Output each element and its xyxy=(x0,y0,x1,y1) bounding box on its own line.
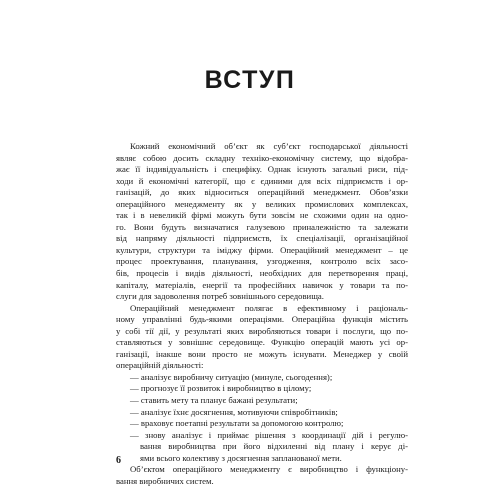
text-line: го. Вони будуть визначатися галузевою приналежністю та залежати xyxy=(116,221,408,232)
text-line: операційній діяльності: xyxy=(116,360,204,371)
text-line: у собі тії дії, у результаті яких виробляються товари і послуги, що по- xyxy=(116,325,408,336)
text-line: — прогнозує її розвиток і виробництво в цілому; xyxy=(130,383,312,394)
text-line: вання виробництва при його відхиленні від плану і керує ді- xyxy=(140,441,408,452)
text-line: культури, структури та іміджу фірми. Операційний менеджмент – це xyxy=(116,244,408,255)
text-line: капіталу, матеріалів, енергії та професійних навичок у товари та по- xyxy=(116,279,408,290)
text-line: Операційний менеджмент полягає в ефективному і раціональ- xyxy=(130,302,408,313)
text-line: — знову аналізує і приймає рішення з координації дій і регулю- xyxy=(130,429,408,440)
page-title: ВСТУП xyxy=(204,66,296,94)
text-line: Кожний економічний об’єкт як суб’єкт господарської діяльності xyxy=(130,141,408,151)
text-line: ганізації, інакше вони просто не можуть існувати. Менеджер у своїй xyxy=(116,348,408,359)
text-line: — аналізує виробничу ситуацію (минуле, сьогодення); xyxy=(130,371,333,382)
text-line: так і в невеликій фірмі можуть бути зовсім не схожими один на одно- xyxy=(116,210,408,221)
text-line: — враховує поетапні результати за допомогою контролю; xyxy=(130,418,344,429)
text-line: процес проектування, планування, узгодження, контролю всіх засо- xyxy=(116,256,408,267)
text-line: слуги для задоволення потреб зовнішнього середовища. xyxy=(116,291,324,302)
text-line: жає її індивідуальність і специфіку. Однак існують загальні риси, під- xyxy=(116,164,408,175)
text-line: ходи й економічні категорії, що є єдиними для всіх підприємств і ор- xyxy=(116,175,408,186)
page-number: 6 xyxy=(116,455,121,466)
text-line: являє собою досить складну техніко-економічну систему, що відобра- xyxy=(116,152,408,163)
text-line: бів, процесів і видів діяльності, необхідних для перетворення праці, xyxy=(116,268,408,279)
text-line: ставляються у зовнішнє середовище. Функцію операцій мають усі ор- xyxy=(116,337,408,348)
text-line: вання виробничих систем. xyxy=(116,475,214,486)
text-line: — аналізує їхнє досягнення, мотивуючи співробітників; xyxy=(130,406,338,417)
text-line: ному управлінні будь-якими операціями. Операційна функція містить xyxy=(116,314,408,325)
text-line: операційного менеджменту як у великих промислових комплексах, xyxy=(116,198,408,209)
text-line: ганізацій, до яких відноситься операційний менеджмент. Обов’язки xyxy=(116,187,408,198)
text-line: Об’єктом операційного менеджменту є виробництво і функціону- xyxy=(130,464,408,475)
text-line: ями всього колективу з досягнення запланованої мети. xyxy=(140,452,342,463)
text-line: від напряму діяльності підприємств, їх спеціалізації, організаційної xyxy=(116,233,408,244)
body-text xyxy=(116,141,408,487)
text-line: — ставить мету та планує бажані результати; xyxy=(130,395,298,406)
